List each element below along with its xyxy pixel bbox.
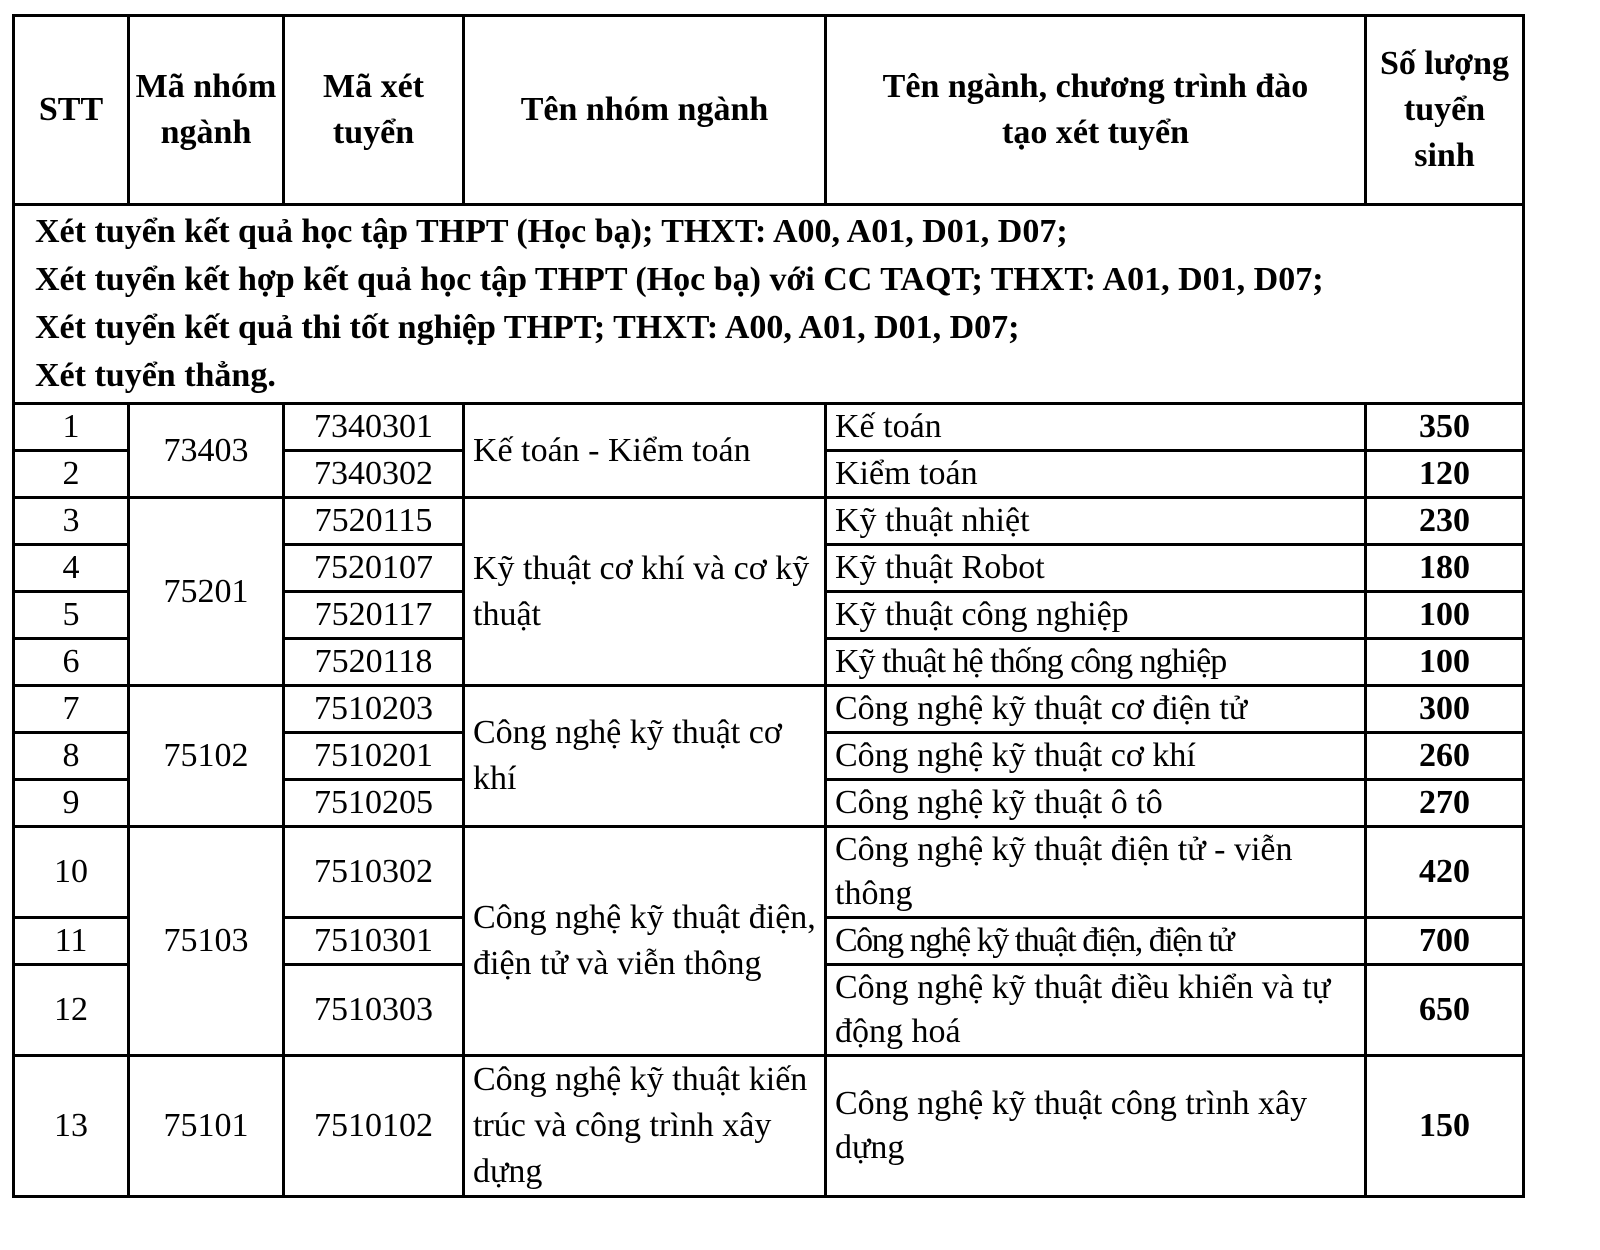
cell-stt: 10 [14, 827, 129, 918]
header-ten-nganh: Tên ngành, chương trình đào tạo xét tuyển [826, 16, 1366, 205]
cell-group-name: Công nghệ kỹ thuật cơ khí [464, 686, 826, 827]
cell-so-luong: 650 [1366, 965, 1524, 1056]
criteria-line: Xét tuyển kết quả thi tốt nghiệp THPT; THXT: A00, A01, D01, D07; [35, 309, 1020, 346]
admissions-table [12, 14, 1525, 1198]
cell-so-luong: 300 [1366, 686, 1524, 733]
cell-ten-nganh: Kỹ thuật nhiệt [826, 498, 1366, 545]
cell-ten-nganh: Công nghệ kỹ thuật ô tô [826, 780, 1366, 827]
cell-stt: 4 [14, 545, 129, 592]
cell-stt: 6 [14, 639, 129, 686]
cell-ma-xet-tuyen: 7510205 [284, 780, 464, 827]
cell-ten-nganh: Công nghệ kỹ thuật công trình xây dựng [826, 1056, 1366, 1197]
cell-ten-nganh: Công nghệ kỹ thuật điện, điện tử [826, 918, 1366, 965]
cell-stt: 11 [14, 918, 129, 965]
cell-stt: 1 [14, 404, 129, 451]
cell-ten-nganh: Kế toán [826, 404, 1366, 451]
cell-stt: 5 [14, 592, 129, 639]
cell-so-luong: 350 [1366, 404, 1524, 451]
cell-ten-nganh: Kiểm toán [826, 451, 1366, 498]
header-ma-xet-tuyen: Mã xét tuyển [284, 16, 464, 205]
cell-ma-xet-tuyen: 7340302 [284, 451, 464, 498]
cell-so-luong: 700 [1366, 918, 1524, 965]
cell-so-luong: 420 [1366, 827, 1524, 918]
header-so-luong: Số lượng tuyển sinh [1366, 16, 1524, 205]
cell-ten-nganh: Kỹ thuật công nghiệp [826, 592, 1366, 639]
cell-group-code: 75103 [129, 827, 284, 1056]
criteria-line: Xét tuyển kết hợp kết quả học tập THPT (Học bạ) với CC TAQT; THXT: A01, D01, D07; [35, 261, 1324, 298]
cell-ten-nganh: Công nghệ kỹ thuật điện tử - viễn thông [826, 827, 1366, 918]
cell-stt: 7 [14, 686, 129, 733]
cell-so-luong: 100 [1366, 639, 1524, 686]
criteria-cell [14, 205, 1524, 404]
header-stt: STT [14, 16, 129, 205]
cell-ma-xet-tuyen: 7520118 [284, 639, 464, 686]
header-ten-nhom-nganh: Tên nhóm ngành [464, 16, 826, 205]
cell-so-luong: 230 [1366, 498, 1524, 545]
header-ma-nhom-nganh: Mã nhóm ngành [129, 16, 284, 205]
cell-group-code: 75101 [129, 1056, 284, 1197]
cell-ma-xet-tuyen: 7510203 [284, 686, 464, 733]
cell-so-luong: 180 [1366, 545, 1524, 592]
cell-ten-nganh: Công nghệ kỹ thuật cơ khí [826, 733, 1366, 780]
cell-group-name: Kế toán - Kiểm toán [464, 404, 826, 498]
cell-ma-xet-tuyen: 7520115 [284, 498, 464, 545]
cell-group-name: Công nghệ kỹ thuật kiến trúc và công trình xây dựng [464, 1056, 826, 1197]
cell-ma-xet-tuyen: 7510301 [284, 918, 464, 965]
cell-ma-xet-tuyen: 7340301 [284, 404, 464, 451]
cell-group-name: Kỹ thuật cơ khí và cơ kỹ thuật [464, 498, 826, 686]
cell-ten-nganh: Kỹ thuật hệ thống công nghiệp [826, 639, 1366, 686]
cell-stt: 8 [14, 733, 129, 780]
cell-group-code: 73403 [129, 404, 284, 498]
cell-so-luong: 150 [1366, 1056, 1524, 1197]
criteria-line: Xét tuyển kết quả học tập THPT (Học bạ); THXT: A00, A01, D01, D07; [35, 213, 1068, 250]
header-row [14, 16, 1524, 205]
cell-ten-nganh: Kỹ thuật Robot [826, 545, 1366, 592]
cell-ma-xet-tuyen: 7510302 [284, 827, 464, 918]
cell-stt: 3 [14, 498, 129, 545]
cell-ma-xet-tuyen: 7520107 [284, 545, 464, 592]
cell-stt: 2 [14, 451, 129, 498]
criteria-row [14, 205, 1524, 404]
table-row [14, 498, 1524, 545]
cell-ma-xet-tuyen: 7510201 [284, 733, 464, 780]
cell-so-luong: 100 [1366, 592, 1524, 639]
cell-stt: 13 [14, 1056, 129, 1197]
table-row [14, 404, 1524, 451]
criteria-line: Xét tuyển thẳng. [35, 357, 276, 394]
cell-so-luong: 120 [1366, 451, 1524, 498]
table-row [14, 686, 1524, 733]
table-row [14, 1056, 1524, 1197]
table-row [14, 827, 1524, 918]
cell-ten-nganh: Công nghệ kỹ thuật cơ điện tử [826, 686, 1366, 733]
cell-group-code: 75201 [129, 498, 284, 686]
cell-so-luong: 270 [1366, 780, 1524, 827]
cell-stt: 12 [14, 965, 129, 1056]
cell-group-name: Công nghệ kỹ thuật điện, điện tử và viễn thông [464, 827, 826, 1056]
cell-so-luong: 260 [1366, 733, 1524, 780]
cell-ten-nganh: Công nghệ kỹ thuật điều khiển và tự động hoá [826, 965, 1366, 1056]
cell-group-code: 75102 [129, 686, 284, 827]
cell-ma-xet-tuyen: 7510102 [284, 1056, 464, 1197]
cell-ma-xet-tuyen: 7510303 [284, 965, 464, 1056]
cell-ma-xet-tuyen: 7520117 [284, 592, 464, 639]
cell-stt: 9 [14, 780, 129, 827]
